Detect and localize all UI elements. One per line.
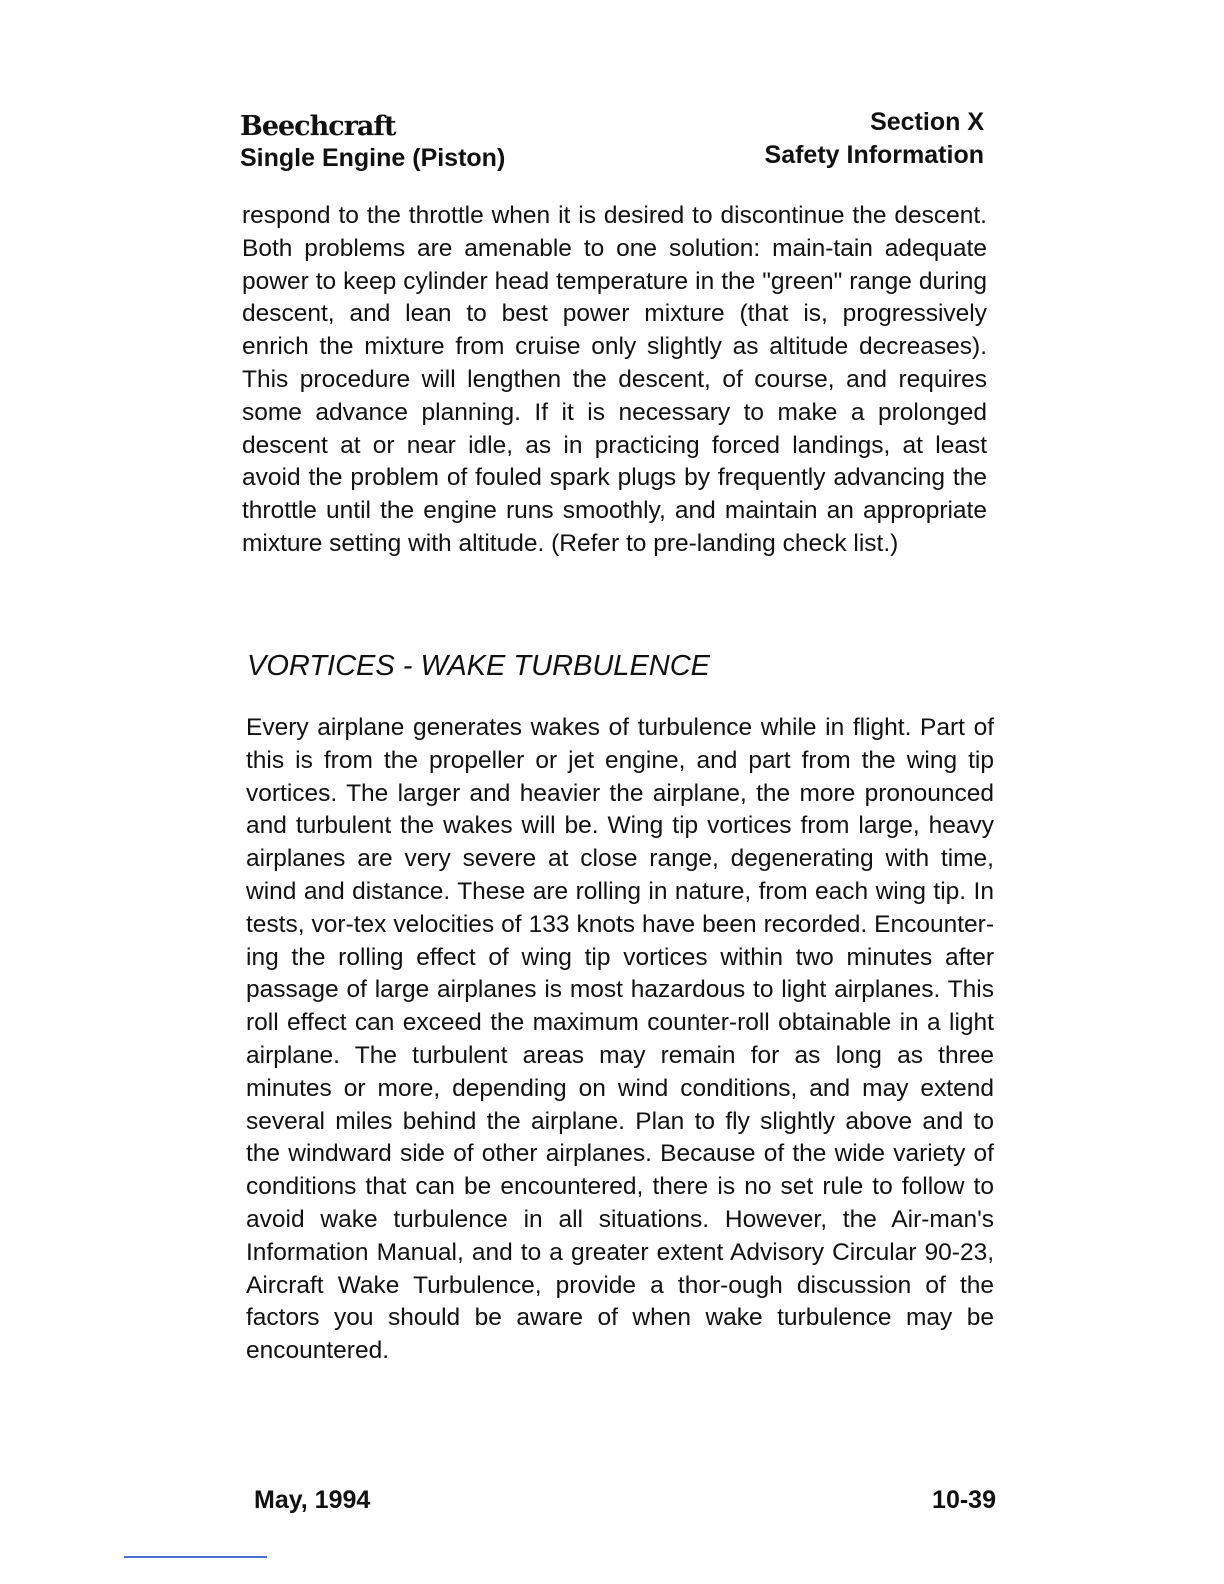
footer-date: May, 1994 [254,1486,371,1514]
footer-page-number: 10-39 [932,1486,996,1514]
beechcraft-logo: Beechcraft [240,111,396,142]
body-paragraph-wake-turbulence: Every airplane generates wakes of turbulence while in flight. Part of this is from the propeller or jet engine, and part from the wing tip vortices. The larger and heavier the airplane, the more pronounced and turbulent the wakes will be. Wing tip vortices from large, heavy airplanes are very severe at close range, degenerating with time, wind and distance. These are rolling in nature, from each wing tip. In tests, vor-tex velocities of 133 knots have been recorded. Encounter-ing the rolling effect of wing tip vortices within two minutes after passage of large airplanes is most hazardous to light airplanes. This roll effect can exceed the maximum counter-roll obtainable in a light airplane. The turbulent areas may remain for as long as three minutes or more, depending on wind conditions, and may extend several miles behind the airplane. Plan to fly slightly above and to the windward side of other airplanes. Because of the wide variety of conditions that can be encountered, there is no set rule to follow to avoid wake turbulence in all situations. However, the Air-man's Information Manual, and to a greater extent Advisory Circular 90-23, Aircraft Wake Turbulence, provide a thor-ough discussion of the factors you should be aware of when wake turbulence may be encountered. [246,714,994,1365]
section-title: Safety Information [764,141,984,169]
section-heading: VORTICES - WAKE TURBULENCE [247,650,711,682]
header-left [240,112,505,174]
section-label: Section X [870,108,984,136]
header-right [765,106,984,172]
manual-subtitle: Single Engine (Piston) [240,144,506,172]
body-paragraph-descent: respond to the throttle when it is desired to discontinue the descent. Both problems are amenable to one solution: main-tain adequate power to keep cylinder head temperature in the "green" range during descent, and lean to best power mixture (that is, progressively enrich the mixture from cruise only slightly as altitude decreases). This procedure will lengthen the descent, of course, and requires some advance planning. If it is necessary to make a prolonged descent at or near idle, as in practicing forced landings, at least avoid the problem of fouled spark plugs by frequently advancing the throttle until the engine runs smoothly, and maintain an appropriate mixture setting with altitude. (Refer to pre-landing check list.) [242,202,987,557]
page-edge-line [124,1556,267,1558]
